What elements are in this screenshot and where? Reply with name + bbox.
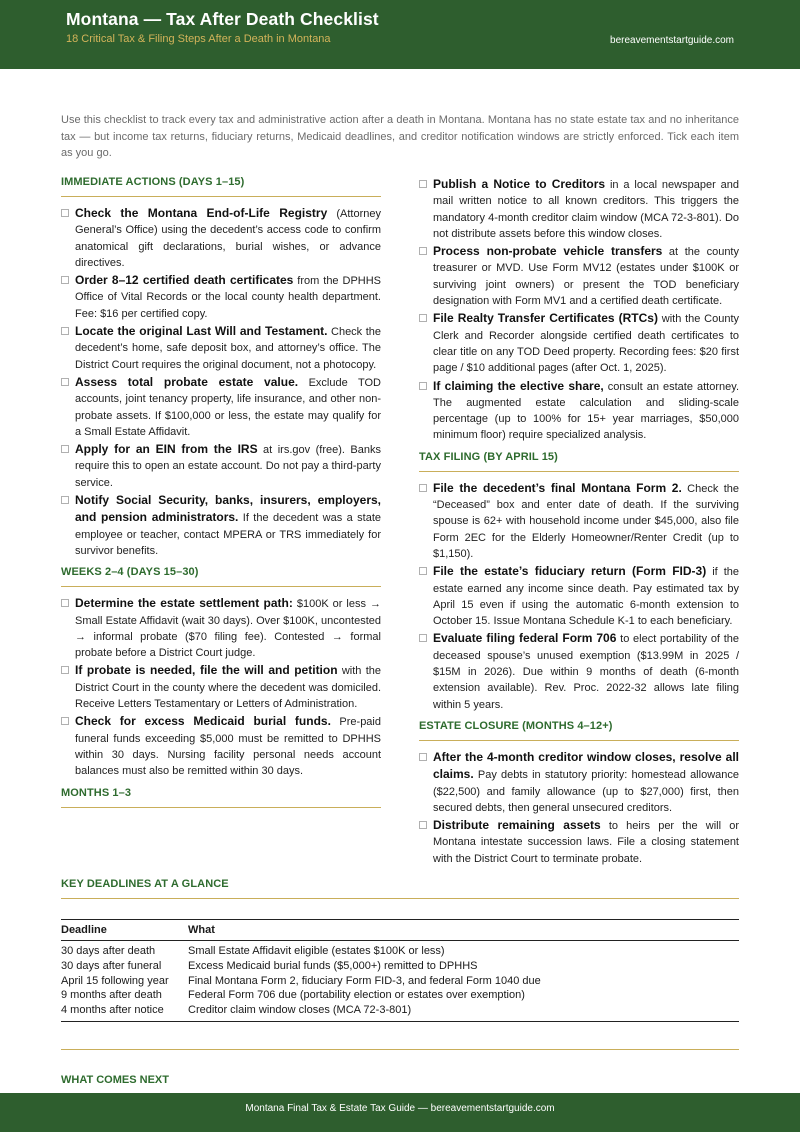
table-row (61, 974, 739, 989)
section-heading-immediate: IMMEDIATE ACTIONS (DAYS 1–15) (61, 176, 381, 197)
section-heading-weeks: WEEKS 2–4 (DAYS 15–30) (61, 566, 381, 587)
checklist-item (419, 243, 739, 309)
checklist-item-text: to elect portability of the deceased spouse’s unused exemption ($13.99M in 2025 / $15M in 2026). Due within 9 months of death (6-month extension available). Rev. Proc. 2022-32 allows late filing within 5 years. (433, 633, 740, 711)
deadline-cell: 30 days after funeral (61, 959, 162, 972)
deadline-cell: April 15 following year (61, 974, 169, 987)
checklist-item-lead: File Realty Transfer Certificates (RTCs) (433, 311, 658, 326)
checklist-item (419, 563, 739, 629)
checklist-item-lead: File the decedent’s final Montana Form 2. (433, 480, 682, 495)
checklist-item-text: if the estate earned any income since death. Pay estimated tax by April 15 even if using the automatic 6-month extension to October 15. Issue Montana Schedule K-1 to each beneficiary. (433, 566, 739, 628)
checkbox[interactable] (419, 247, 427, 255)
checklist-item (61, 272, 381, 322)
checkbox[interactable] (419, 314, 427, 322)
checklist-item-lead: Distribute remaining assets (433, 818, 601, 833)
what-cell: Federal Form 706 due (portability election or estates over exemption) (188, 989, 525, 1002)
checkbox[interactable] (419, 484, 427, 492)
checkbox[interactable] (419, 567, 427, 575)
checklist-item (419, 176, 739, 242)
checklist-item-text: $100K or less → Small Estate Affidavit (wait 30 days). Over $100K, uncontested → informal probate ($70 filing fee). Contested → formal probate before a District Court judge. (75, 598, 381, 660)
checkbox[interactable] (61, 666, 69, 674)
checklist-item-lead: If claiming the elective share, (433, 378, 604, 393)
checklist-item-text: (Attorney General’s Office) using the decedent’s access code to confirm anatomical gift declarations, burial wishes, or advance directives. (75, 208, 381, 269)
table-row (61, 988, 739, 1003)
checklist-item-text: Pre-paid funeral funds exceeding $5,000 must be remitted to DPHHS within 30 days. Nursing facility personal needs account balances must also be remitted within 30 days. (75, 716, 381, 778)
checklist-right-column (419, 176, 739, 868)
deadline-cell: 4 months after notice (61, 1004, 164, 1017)
checkbox[interactable] (61, 496, 69, 504)
checklist-item-text: Pay debts in statutory priority: homestead allowance ($22,500) and family allowance (up to $27,000) first, then secured debts, then general unsecured creditors. (433, 769, 739, 814)
page-header (0, 0, 800, 69)
checklist-item (61, 595, 381, 661)
deadline-cell: 9 months after death (61, 989, 162, 1002)
page-title: Montana — Tax After Death Checklist (66, 9, 379, 29)
section-heading-tax: TAX FILING (BY APRIL 15) (419, 451, 739, 472)
checklist-item (61, 662, 381, 712)
what-cell: Final Montana Form 2, fiduciary Form FID-3, and federal Form 1040 due (188, 974, 541, 987)
checkbox[interactable] (419, 821, 427, 829)
checklist-item (61, 713, 381, 779)
page-subtitle: 18 Critical Tax & Filing Steps After a Death in Montana (66, 33, 331, 45)
deadlines-section (61, 878, 739, 1022)
checklist-item (419, 310, 739, 376)
checklist-item-text: Exclude TOD accounts, joint tenancy property, life insurance, and other non-probate assets. If $100,000 or less, the estate may qualify for a Small Estate Affidavit. (75, 376, 381, 438)
checklist-item-text: Check the decedent’s home, safe deposit box, and attorney’s office. The District Court requires the original document, not a photocopy. (75, 326, 381, 371)
section-heading-months: MONTHS 1–3 (61, 787, 381, 808)
checklist-tax (419, 480, 739, 713)
checkbox[interactable] (61, 327, 69, 335)
what-cell: Creditor claim window closes (MCA 72-3-801) (188, 1004, 412, 1017)
checklist-item-text: at irs.gov (free). Banks require this to open an estate account. Do not pay a third-party service. (75, 444, 381, 489)
checkbox[interactable] (419, 753, 427, 761)
page-footer (0, 1093, 800, 1132)
checklist-closure (419, 749, 739, 867)
footer-text: Montana Final Tax & Estate Tax Guide — bereavementstartguide.com (245, 1103, 555, 1114)
table-row (61, 944, 739, 959)
checklist-item-lead: Determine the estate settlement path: (75, 596, 293, 611)
checklist-item-lead: Check for excess Medicaid burial funds. (75, 714, 331, 729)
checklist-item-lead: Publish a Notice to Creditors (433, 177, 606, 191)
checkbox[interactable] (419, 382, 427, 390)
checkbox[interactable] (61, 599, 69, 607)
intro-paragraph: Use this checklist to track every tax and administrative action after a death in Montana. Montana has no state estate tax and no inheritance tax — but income tax returns, fiduciary returns, Medicaid deadlines, and creditor notification windows are strictly enforced. Tick each item as you go. (61, 114, 739, 159)
checklist-item (61, 374, 381, 440)
checkbox[interactable] (61, 717, 69, 725)
section-heading-deadlines: KEY DEADLINES AT A GLANCE (61, 878, 739, 899)
checklist-immediate (61, 205, 381, 559)
checkbox[interactable] (61, 276, 69, 284)
checklist-item-lead: Check the Montana End-of-Life Registry (75, 206, 328, 220)
checklist-item-text: in a local newspaper and mail written notice to all known creditors. This triggers the mandatory 4-month creditor claim window (MCA 72-3-801). Do not distribute assets before this window closes. (433, 179, 739, 240)
column-header-deadline: Deadline (61, 924, 107, 936)
checklist-item (61, 205, 381, 271)
checklist-months (419, 176, 739, 444)
deadlines-table (61, 919, 739, 1022)
checklist-item (419, 480, 739, 562)
checklist-item-lead: Notify Social Security, banks, insurers, employers, and pension administrators. (75, 493, 381, 525)
header-site-link[interactable]: bereavementstartguide.com (610, 35, 734, 46)
section-heading-closure: ESTATE CLOSURE (MONTHS 4–12+) (419, 720, 739, 741)
checklist-item-lead: If probate is needed, file the will and petition (75, 663, 338, 678)
checklist-weeks (61, 595, 381, 779)
what-cell: Small Estate Affidavit eligible (estates $100K or less) (188, 945, 445, 957)
checklist-item-text: at the county treasurer or MVD. Use Form MV12 (estates under $100K or surviving joint owners) or present the TOD beneficiary designation with Form MV1 and a certified death certificate. (433, 246, 739, 308)
section-heading-next: WHAT COMES NEXT (61, 1074, 169, 1086)
checklist-item (419, 630, 739, 712)
checklist-item-lead: Locate the original Last Will and Testament. (75, 324, 328, 339)
checklist-item (61, 492, 381, 559)
checkbox[interactable] (61, 378, 69, 386)
section-divider (61, 1049, 739, 1050)
checklist-item-text: with the District Court in the county where the decedent was domiciled. Receive Letters Testamentary or Letters of Administration. (75, 665, 381, 711)
checklist-item-lead: File the estate’s fiduciary return (Form FID-3) (433, 564, 707, 579)
checklist-item-lead: Evaluate filing federal Form 706 (433, 631, 617, 646)
checkbox[interactable] (61, 445, 69, 453)
checkbox[interactable] (419, 180, 427, 188)
deadlines-table-body (61, 941, 739, 1021)
checklist-item-text: with the County Clerk and Recorder alongside certified death certificates to clear title on any TOD Deed property. Recording fees: $20 first page / $10 additional pages (after Oct. 1, 2025). (433, 313, 740, 375)
checklist-item (419, 378, 739, 444)
table-row (61, 1003, 739, 1018)
checklist-item-text: consult an estate attorney. The augmented estate calculation and sliding-scale percentage (up to 100% for 15+ year marriages, $50,000 minimum floor) require specialized analysis. (433, 380, 739, 442)
checklist-item-lead: Apply for an EIN from the IRS (75, 442, 258, 457)
checklist-item (61, 323, 381, 373)
deadline-cell: 30 days after death (61, 945, 156, 957)
deadlines-table-header (61, 920, 739, 941)
what-cell: Excess Medicaid burial funds ($5,000+) remitted to DPHHS (188, 959, 478, 972)
checklist-item-text: If the decedent was a state employee or teacher, contact MPERA or TRS immediately for survivor benefits. (75, 512, 381, 557)
checklist-item-lead: Process non-probate vehicle transfers (433, 244, 663, 259)
checklist-item-lead: Assess total probate estate value. (75, 374, 299, 389)
checklist-item-lead: After the 4-month creditor window closes, resolve all claims. (433, 749, 739, 782)
checklist-item-lead: Order 8–12 certified death certificates (75, 273, 294, 288)
checklist-item-text: from the DPHHS Office of Vital Records or the local county health department. Fee: $16 per certified copy. (75, 275, 382, 320)
checkbox[interactable] (419, 634, 427, 642)
column-header-what: What (188, 924, 215, 936)
checklist-item (419, 817, 739, 867)
checklist-item-text: Check the “Deceased” box and enter date of death. If the surviving spouse is 62+ with household income under $45,000, also file Form 2EC for the Elderly Homeowner/Renter Credit (up to $1,150). (433, 482, 739, 560)
checkbox[interactable] (61, 209, 69, 217)
checklist-item-text: to heirs per the will or Montana intestate succession laws. File a closing statement with the District Court to terminate probate. (433, 820, 739, 865)
table-row (61, 959, 739, 974)
checklist-item (61, 441, 381, 491)
checklist-left-column (61, 176, 381, 816)
checklist-item (419, 749, 739, 816)
